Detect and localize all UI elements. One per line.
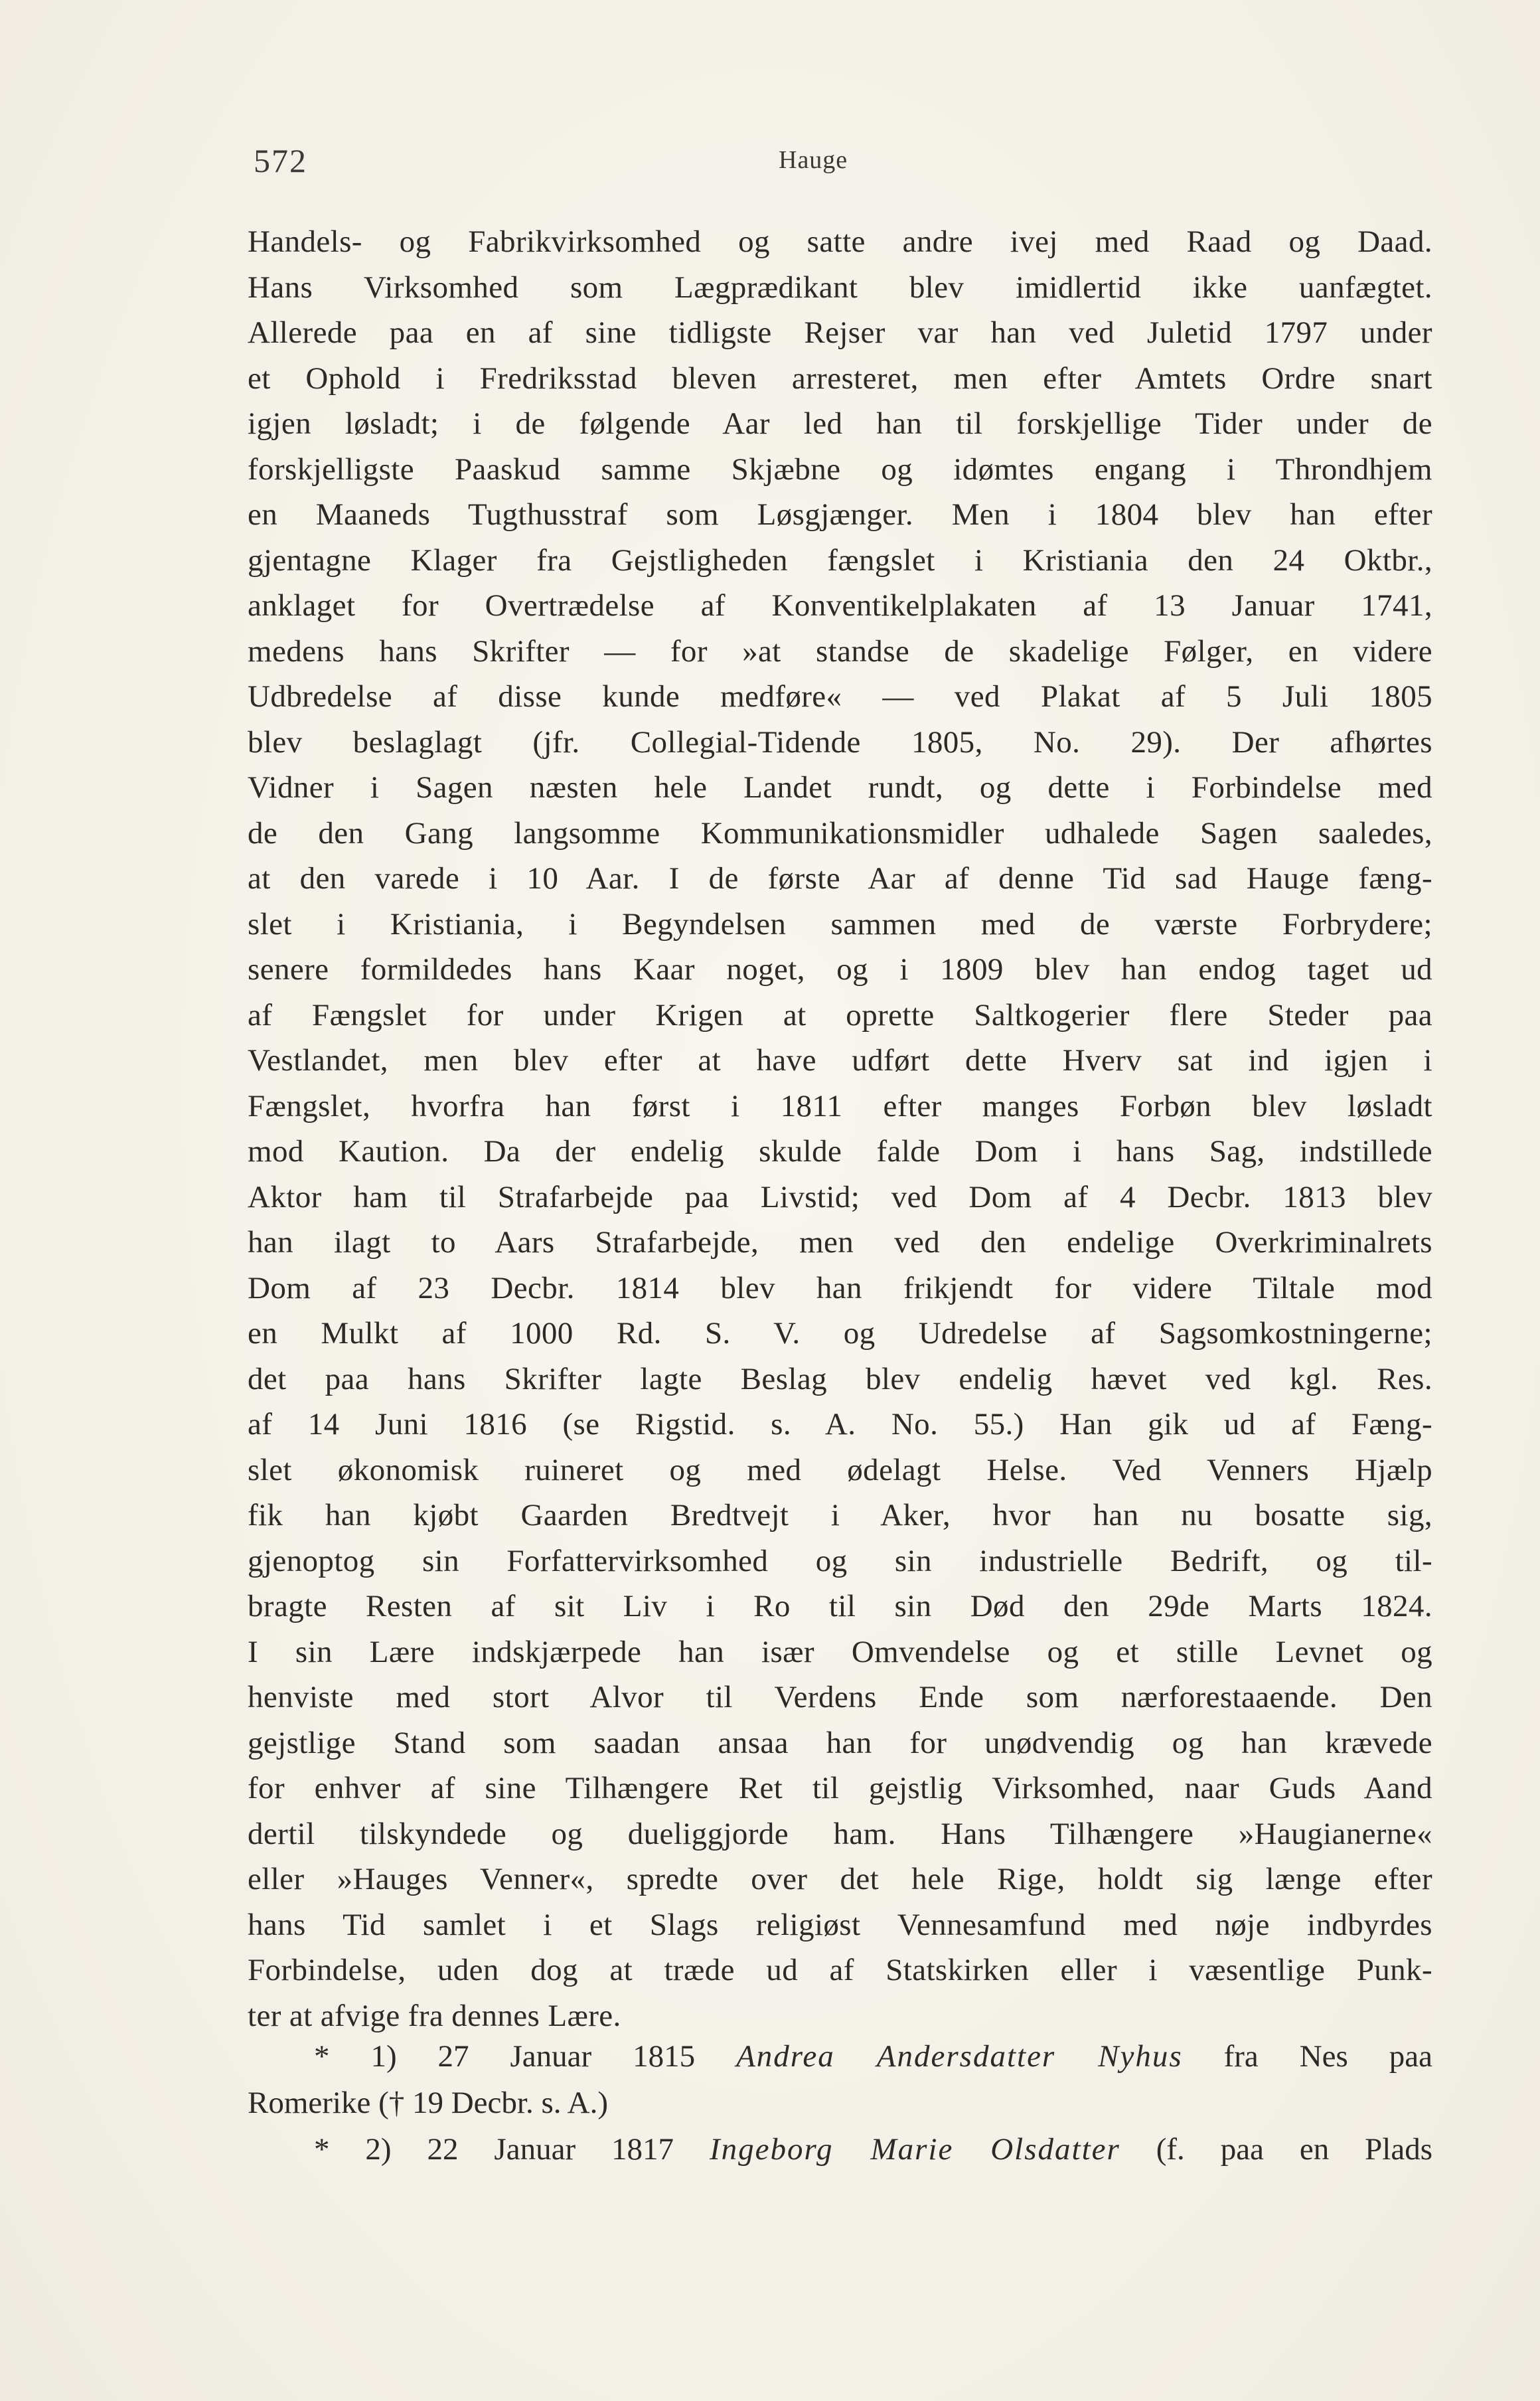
text-line: af Fængslet for under Krigen at oprette Saltkogerier flere Steder paa [248,997,1432,1033]
text-line: I sin Lære indskjærpede han især Omvendelse og et stille Levnet og [248,1634,1432,1669]
text-line: Aktor ham til Strafarbejde paa Livstid; ved Dom af 4 Decbr. 1813 blev [248,1179,1432,1214]
text-line: Dom af 23 Decbr. 1814 blev han frikjendt for videre Tiltale mod [248,1270,1432,1305]
text-line: det paa hans Skrifter lagte Beslag blev endelig hævet ved kgl. Res. [248,1361,1432,1396]
page-number: 572 [254,142,307,179]
footnotes [248,2033,1432,2173]
text-line: blev beslaglagt (jfr. Collegial-Tidende 1805, No. 29). Der afhørtes [248,724,1432,760]
text-line: Forbindelse, uden dog at træde ud af Statskirken eller i væsentlige Punk- [248,1953,1432,1987]
text-line: Vidner i Sagen næsten hele Landet rundt, og dette i Forbindelse med [248,770,1432,805]
footnote-1 [248,2033,1432,2080]
text-line: forskjelligste Paaskud samme Skjæbne og idømtes engang i Throndhjem [248,452,1432,487]
text-line: medens hans Skrifter — for »at standse de skadelige Følger, en videre [248,633,1432,669]
text-line: at den varede i 10 Aar. I de første Aar af denne Tid sad Hauge fæng- [248,861,1432,896]
footnote-2-suffix: (f. paa en Plads [1156,2132,1432,2167]
footnote-2 [248,2126,1432,2173]
text-line: senere formildedes hans Kaar noget, og i 1809 blev han endog taget ud [248,952,1432,987]
footnote-2-name: Ingeborg Marie Olsdatter [709,2132,1120,2167]
text-line: gjenoptog sin Forfattervirksomhed og sin industrielle Bedrift, og til- [248,1543,1432,1578]
text-line: igjen løsladt; i de følgende Aar led han til forskjellige Tider under de [248,406,1432,441]
text-line: slet økonomisk ruineret og med ødelagt Helse. Ved Venners Hjælp [248,1452,1432,1487]
footnote-1-continuation: Romerike († 19 Decbr. s. A.) [248,2086,609,2120]
text-line: Hans Virksomhed som Lægprædikant blev imidlertid ikke uanfægtet. [248,270,1432,305]
page-header [248,136,1432,189]
text-line: Allerede paa en af sine tidligste Rejser var han ved Juletid 1797 under [248,315,1432,350]
text-line: ter at afvige fra dennes Lære. [248,1998,621,2033]
text-line: de den Gang langsomme Kommunikationsmidler udhalede Sagen saaledes, [248,815,1432,851]
footnote-2-prefix: * 2) 22 Januar 1817 [314,2132,674,2167]
body-text [248,219,1432,2038]
text-line: Vestlandet, men blev efter at have udført dette Hverv sat ind igjen i [248,1043,1432,1078]
text-line: dertil tilskyndede og dueliggjorde ham. Hans Tilhængere »Haugianerne« [248,1816,1432,1851]
text-line: han ilagt to Aars Strafarbejde, men ved den endelige Overkriminalrets [248,1225,1432,1260]
text-line: Handels- og Fabrikvirksomhed og satte andre ivej med Raad og Daad. [248,224,1432,259]
footnote-1-prefix: * 1) 27 Januar 1815 [314,2039,696,2074]
text-line: gjentagne Klager fra Gejstligheden fængslet i Kristiania den 24 Oktbr., [248,542,1432,578]
text-line: en Maaneds Tugthusstraf som Løsgjænger. Men i 1804 blev han efter [248,497,1432,532]
text-line: en Mulkt af 1000 Rd. S. V. og Udredelse af Sagsomkostningerne; [248,1316,1432,1351]
text-line: henviste med stort Alvor til Verdens Ende som nærforestaaende. Den [248,1680,1432,1714]
text-line: hans Tid samlet i et Slags religiøst Vennesamfund med nøje indbyrdes [248,1907,1432,1942]
text-line: fik han kjøbt Gaarden Bredtvejt i Aker, hvor han nu bosatte sig, [248,1498,1432,1532]
footnote-1-suffix: fra Nes paa [1223,2039,1432,2074]
text-line: mod Kaution. Da der endelig skulde falde Dom i hans Sag, indstillede [248,1134,1432,1169]
text-line: eller »Hauges Venner«, spredte over det hele Rige, holdt sig længe efter [248,1862,1432,1896]
text-line: anklaget for Overtrædelse af Konventikelplakaten af 13 Januar 1741, [248,588,1432,623]
text-line: for enhver af sine Tilhængere Ret til gejstlig Virksomhed, naar Guds Aand [248,1771,1432,1805]
text-line: af 14 Juni 1816 (se Rigstid. s. A. No. 55.) Han gik ud af Fæng- [248,1407,1432,1442]
text-line: gejstlige Stand som saadan ansaa han for unødvendig og han krævede [248,1725,1432,1760]
running-head: Hauge [779,146,848,174]
text-line: Fængslet, hvorfra han først i 1811 efter manges Forbøn blev løsladt [248,1088,1432,1123]
text-line: bragte Resten af sit Liv i Ro til sin Død den 29de Marts 1824. [248,1589,1432,1623]
footnote-1-name: Andrea Andersdatter Nyhus [736,2039,1183,2074]
text-line: slet i Kristiania, i Begyndelsen sammen med de værste Forbrydere; [248,906,1432,942]
text-line: et Ophold i Fredriksstad bleven arresteret, men efter Amtets Ordre snart [248,361,1432,396]
text-line: Udbredelse af disse kunde medføre« — ved Plakat af 5 Juli 1805 [248,679,1432,714]
